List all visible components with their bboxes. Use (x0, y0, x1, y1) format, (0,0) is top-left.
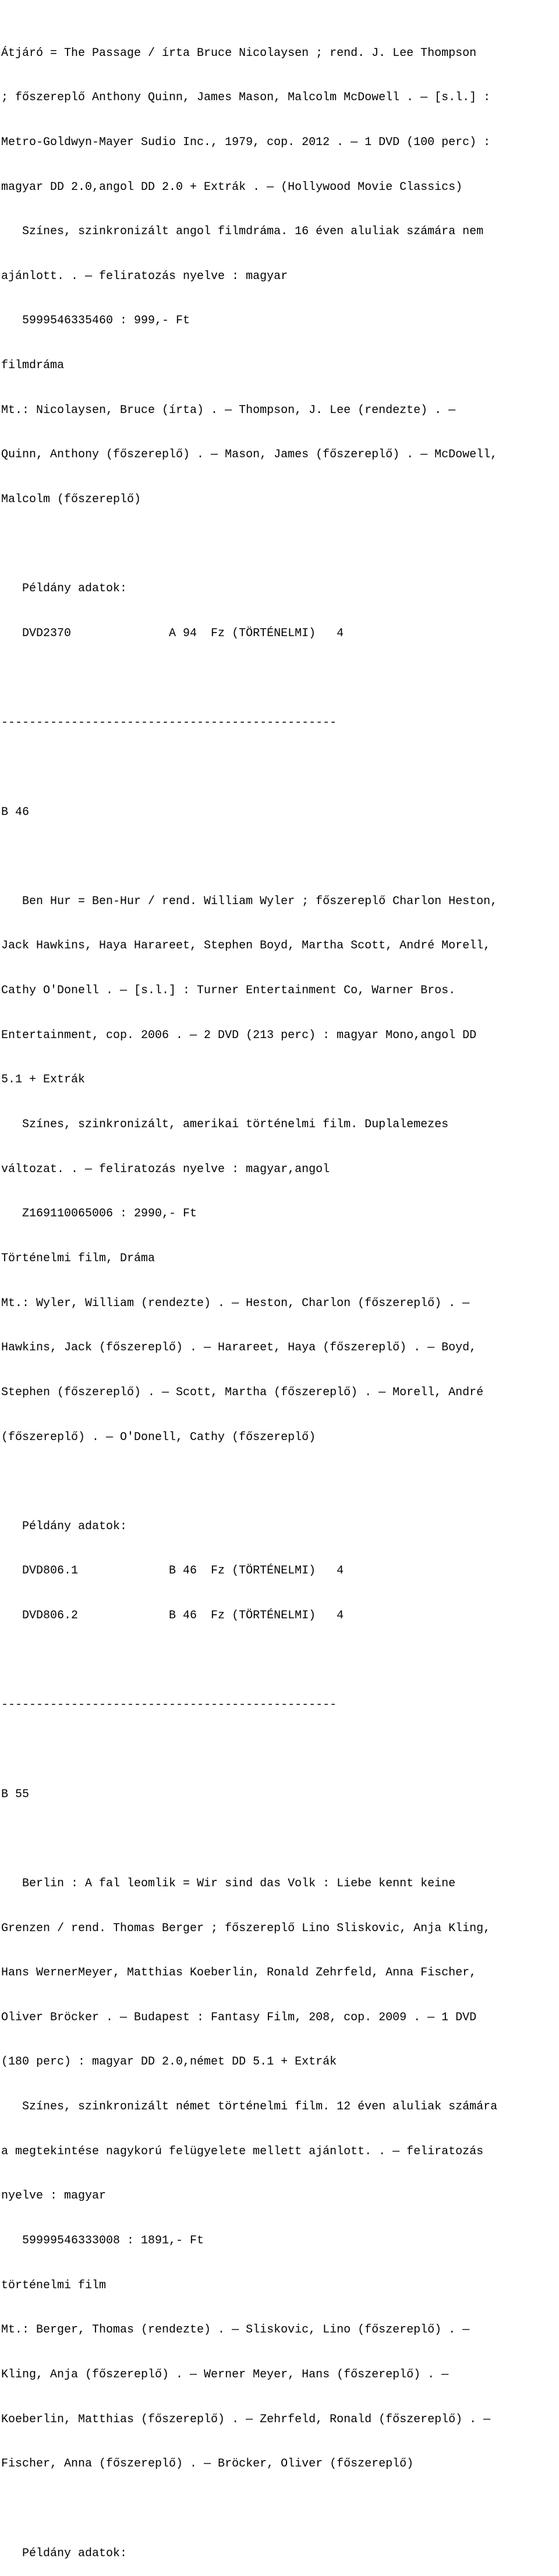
record-2-contributors-line: (főszereplő) . — O'Donell, Cathy (főszereplő) (1, 1430, 316, 1444)
record-3-publisher-line: Oliver Bröcker . — Budapest : Fantasy Film, 208, cop. 2009 . — 1 DVD (1, 2010, 477, 2024)
record-2-genre: Történelmi film, Dráma (1, 1251, 155, 1265)
record-2-call-number: B 46 (1, 805, 30, 819)
record-3-genre: történelmi film (1, 2278, 107, 2292)
record-1-format-line: magyar DD 2.0,angol DD 2.0 + Extrák . — (Hollywood Movie Classics) (1, 180, 463, 194)
record-2-contributors-line: Hawkins, Jack (főszereplő) . — Harareet, Haya (főszereplő) . — Boyd, (1, 1341, 477, 1355)
record-1-genre: filmdráma (1, 359, 65, 373)
record-1-publisher-line: Metro-Goldwyn-Mayer Sudio Inc., 1979, cop. 2012 . — 1 DVD (100 perc) : (1, 135, 491, 149)
record-3-contributors-line: Koeberlin, Matthias (főszereplő) . — Zehrfeld, Ronald (főszereplő) . — (1, 2412, 491, 2426)
record-3-isbn-price: 59999546333008 : 1891,- Ft (1, 2234, 204, 2248)
record-1-note-line: Színes, szinkronizált angol filmdráma. 16 éven aluliak számára nem (1, 225, 484, 239)
record-2-contributors-line: Mt.: Wyler, William (rendezte) . — Heston, Charlon (főszereplő) . — (1, 1296, 470, 1310)
record-3-note-line: a megtekintése nagykorú felügyelete mellett ajánlott. . — feliratozás (1, 2144, 484, 2158)
record-1-contributors-line: Mt.: Nicolaysen, Bruce (írta) . — Thompson, J. Lee (rendezte) . — (1, 403, 456, 417)
blank-line (1, 760, 559, 775)
record-1-copies-heading: Példány adatok: (1, 582, 128, 596)
blank-line (1, 1474, 559, 1490)
record-1-credits-line: ; főszereplő Anthony Quinn, James Mason, Malcolm McDowell . — [s.l.] : (1, 91, 491, 105)
record-2-contributors-line: Stephen (főszereplő) . — Scott, Martha (főszereplő) . — Morell, André (1, 1385, 484, 1399)
record-3-note-line: Színes, szinkronizált német történelmi film. 12 éven aluliak számára (1, 2100, 498, 2114)
blank-line (1, 671, 559, 686)
record-2-isbn-price: Z169110065006 : 2990,- Ft (1, 1207, 197, 1221)
record-1-note-line: ajánlott. . — feliratozás nyelve : magyar (1, 269, 288, 283)
record-2-copy-row: DVD806.2 B 46 Fz (TÖRTÉNELMI) 4 (1, 1609, 344, 1623)
record-3-contributors-line: Kling, Anja (főszereplő) . — Werner Meyer, Hans (főszereplő) . — (1, 2367, 449, 2381)
record-2-format-line: Entertainment, cop. 2006 . — 2 DVD (213 perc) : magyar Mono,angol DD (1, 1028, 477, 1042)
record-1-isbn-price: 5999546335460 : 999,- Ft (1, 314, 190, 328)
blank-line (1, 1653, 559, 1668)
record-2-copy-row: DVD806.1 B 46 Fz (TÖRTÉNELMI) 4 (1, 1564, 344, 1578)
blank-line (1, 1742, 559, 1758)
record-2-credits-line: Jack Hawkins, Haya Harareet, Stephen Boyd, Martha Scott, André Morell, (1, 939, 491, 953)
record-2-copies-heading: Példány adatok: (1, 1519, 128, 1533)
record-1-contributors-line: Quinn, Anthony (főszereplő) . — Mason, James (főszereplő) . — McDowell, (1, 448, 498, 462)
record-3-contributors-line: Fischer, Anna (főszereplő) . — Bröcker, Oliver (főszereplő) (1, 2457, 414, 2471)
record-separator: ------------------------------------------------ (1, 1698, 337, 1712)
record-1-copy-row: DVD2370 A 94 Fz (TÖRTÉNELMI) 4 (1, 626, 344, 640)
blank-line (1, 1832, 559, 1847)
blank-line (1, 537, 559, 552)
record-3-call-number: B 55 (1, 1787, 30, 1801)
record-1-title-line: Átjáró = The Passage / írta Bruce Nicolaysen ; rend. J. Lee Thompson (1, 46, 477, 60)
record-2-note-line: változat. . — feliratozás nyelve : magyar,angol (1, 1162, 330, 1176)
record-1-contributors-line: Malcolm (főszereplő) (1, 493, 141, 507)
record-3-credits-line: Grenzen / rend. Thomas Berger ; főszereplő Lino Sliskovic, Anja Kling, (1, 1921, 491, 1935)
record-3-copies-heading: Példány adatok: (1, 2546, 128, 2560)
record-separator: ------------------------------------------------ (1, 716, 337, 730)
record-3-contributors-line: Mt.: Berger, Thomas (rendezte) . — Sliskovic, Lino (főszereplő) . — (1, 2323, 470, 2337)
record-2-note-line: Színes, szinkronizált, amerikai történelmi film. Duplalemezes (1, 1118, 449, 1132)
record-3-title-line: Berlin : A fal leomlik = Wir sind das Volk : Liebe kennt keine (1, 1876, 456, 1890)
record-2-format-line: 5.1 + Extrák (1, 1073, 86, 1087)
record-3-format-line: (180 perc) : magyar DD 2.0,német DD 5.1 + Extrák (1, 2055, 337, 2069)
record-2-publisher-line: Cathy O'Donell . — [s.l.] : Turner Entertainment Co, Warner Bros. (1, 984, 456, 998)
record-3-note-line: nyelve : magyar (1, 2189, 107, 2203)
blank-line (1, 2501, 559, 2517)
record-3-credits-line: Hans WernerMeyer, Matthias Koeberlin, Ronald Zehrfeld, Anna Fischer, (1, 1966, 477, 1980)
record-2-title-line: Ben Hur = Ben-Hur / rend. William Wyler ; főszereplő Charlon Heston, (1, 894, 498, 908)
blank-line (1, 849, 559, 864)
